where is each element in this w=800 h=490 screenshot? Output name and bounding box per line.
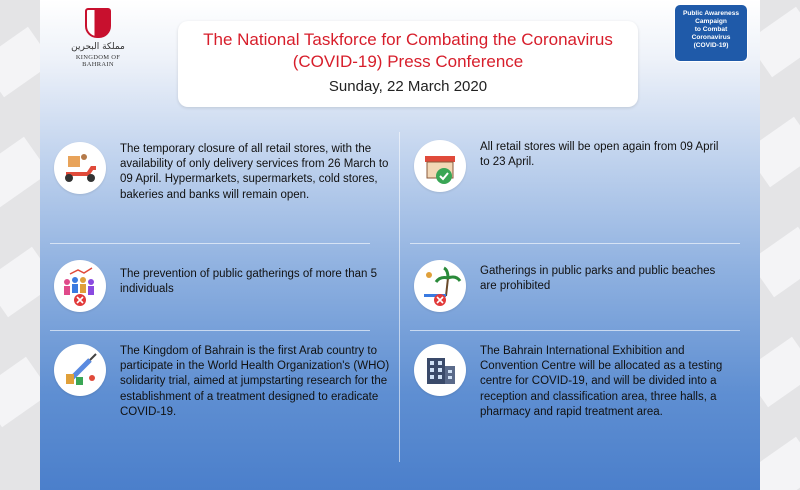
people-gathering-icon: [54, 260, 106, 312]
building-icon: [414, 344, 466, 396]
left-background-pattern: [0, 0, 40, 490]
beach-park-icon: [414, 260, 466, 312]
item-retail-reopen: [414, 140, 744, 192]
item-who-trial: [54, 344, 394, 420]
column-divider: [399, 132, 400, 462]
infographic-poster: [40, 0, 760, 490]
retail-closure-text: The temporary closure of all retail stores, with the availability of only delivery services from 26 March to 09 April. Hypermarkets, supermarkets, cold stores, bakeries and banks will remain open.: [120, 143, 389, 201]
vaccine-syringe-icon: [54, 344, 106, 396]
title-box: [178, 21, 638, 107]
title-line-2: (COVID-19) Press Conference: [292, 52, 524, 71]
row-divider: [410, 243, 740, 244]
campaign-line: Public Awareness: [682, 10, 740, 17]
title-line-1: The National Taskforce for Combating the Coronavirus: [203, 30, 613, 49]
delivery-scooter-icon: [54, 142, 106, 194]
item-exhibition-centre: [414, 344, 744, 420]
item-retail-closure: [54, 142, 394, 203]
kingdom-emblem: [68, 8, 128, 70]
emblem-arabic-text: مملكة البحرين: [71, 42, 125, 52]
store-check-icon: [414, 140, 466, 192]
who-trial-text: The Kingdom of Bahrain is the first Arab country to participate in the World Health Organization's (WHO) solidarity trial, aimed at jumpstarting research for the establishment of a treatment designed to eradicate COVID-19.: [120, 345, 390, 418]
item-parks: [414, 260, 744, 312]
campaign-line: Campaign: [695, 18, 727, 25]
conference-date: Sunday, 22 March 2020: [328, 78, 488, 95]
row-divider: [50, 330, 370, 331]
emblem-kingdom-name: KINGDOM OF BAHRAIN: [75, 54, 121, 68]
row-divider: [50, 243, 370, 244]
bahrain-crest-icon: [85, 8, 111, 38]
campaign-line: to Combat: [694, 26, 728, 33]
gatherings-text: The prevention of public gatherings of more than 5 individuals: [120, 268, 377, 296]
campaign-line: Coronavirus: [691, 34, 731, 41]
exhibition-centre-text: The Bahrain International Exhibition and Convention Centre will be allocated as a testing centre for COVID-19, and will be divided into a reception and classification area, three halls, a pharmacy and rapid treatment area.: [480, 345, 723, 418]
right-background-pattern: [760, 0, 800, 490]
item-gatherings: [54, 260, 394, 312]
campaign-line: (COVID-19): [693, 42, 729, 49]
retail-reopen-text: All retail stores will be open again from 09 April to 23 April.: [480, 141, 719, 169]
campaign-badge: [674, 4, 748, 62]
parks-text: Gatherings in public parks and public beaches are prohibited: [480, 265, 716, 293]
row-divider: [410, 330, 740, 331]
